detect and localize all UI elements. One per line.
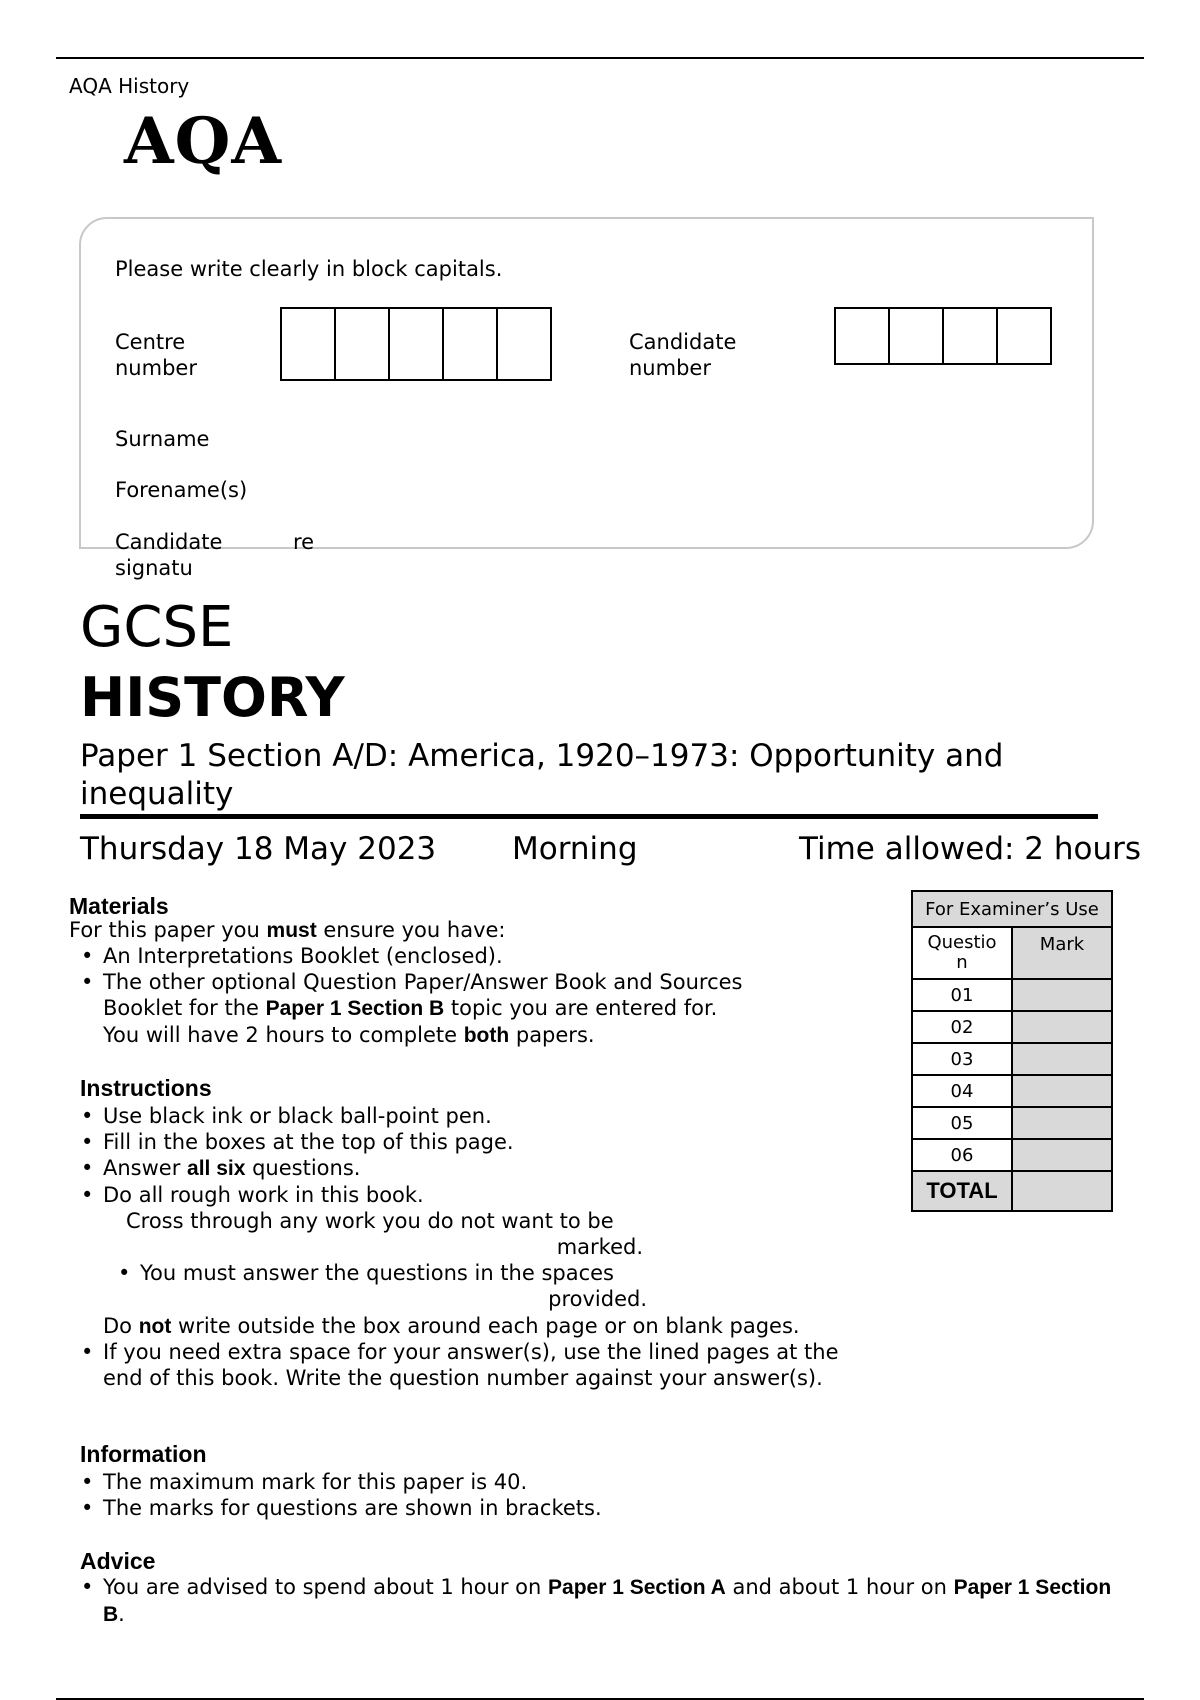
table-row (912, 1139, 1112, 1171)
mark-cell[interactable] (1012, 1139, 1112, 1171)
title-divider (80, 814, 1098, 819)
signature-label-fragment: re (293, 530, 315, 554)
exam-date: Thursday 18 May 2023 (80, 831, 437, 867)
list-item: • If you need extra space for your answer(s), use the lined pages at the end of this book. Write the question number against your answer(s). (69, 1339, 849, 1391)
materials-list (69, 943, 829, 1049)
list-item: • Answer all six questions. (69, 1155, 889, 1182)
instructions-heading: Instructions (80, 1075, 212, 1101)
question-number: 01 (912, 979, 1012, 1011)
qualification-title: GCSE (80, 595, 234, 660)
mark-column-header: Mark (1012, 927, 1112, 979)
list-item: • Use black ink or black ball-point pen. (69, 1103, 889, 1129)
materials-heading: Materials (69, 893, 169, 919)
mark-cell[interactable] (1012, 979, 1112, 1011)
question-number: 03 (912, 1043, 1012, 1075)
block-capitals-instruction: Please write clearly in block capitals. (115, 257, 503, 281)
centre-digit-box[interactable] (388, 307, 444, 381)
question-column-header: Questio n (912, 927, 1012, 979)
table-row (912, 1075, 1112, 1107)
centre-digit-box[interactable] (496, 307, 552, 381)
advice-list (69, 1574, 1179, 1628)
question-number: 02 (912, 1011, 1012, 1043)
instruction-outside-box: Do not write outside the box around each page or on blank pages. (103, 1314, 800, 1338)
examiner-use-table (911, 890, 1113, 1212)
list-item: • The marks for questions are shown in brackets. (69, 1495, 869, 1521)
subject-title: HISTORY (80, 666, 345, 729)
aqa-logo: AQA (124, 104, 283, 179)
examiner-table-title: For Examiner’s Use (912, 891, 1112, 927)
mark-cell[interactable] (1012, 1075, 1112, 1107)
signature-label-continued: signatu (115, 556, 193, 580)
question-number: 05 (912, 1107, 1012, 1139)
centre-number-label: Centre number (115, 330, 197, 380)
table-row (912, 1043, 1112, 1075)
total-mark-cell[interactable] (1012, 1171, 1112, 1211)
surname-label: Surname (115, 427, 210, 451)
list-item: • The maximum mark for this paper is 40. (69, 1469, 869, 1495)
list-item: • Fill in the boxes at the top of this page. (69, 1129, 889, 1155)
exam-session: Morning (512, 831, 638, 867)
centre-digit-box[interactable] (334, 307, 390, 381)
table-row (912, 1107, 1112, 1139)
list-item: • You are advised to spend about 1 hour on Paper 1 Section A and about 1 hour on Paper 1 Section B. (69, 1574, 1179, 1628)
paper-title: Paper 1 Section A/D: America, 1920–1973: Opportunity and inequality (80, 738, 1004, 812)
mark-cell[interactable] (1012, 1043, 1112, 1075)
information-list (69, 1469, 869, 1521)
candidate-number-label: Candidate number (629, 330, 737, 380)
time-allowed: Time allowed: 2 hours (799, 831, 1142, 867)
candidate-digit-box[interactable] (888, 307, 944, 365)
mark-cell[interactable] (1012, 1107, 1112, 1139)
candidate-digit-box[interactable] (834, 307, 890, 365)
question-number: 06 (912, 1139, 1012, 1171)
instructions-list-extra (69, 1339, 849, 1391)
list-item: • An Interpretations Booklet (enclosed). (69, 943, 829, 969)
information-heading: Information (80, 1441, 207, 1467)
question-number: 04 (912, 1075, 1012, 1107)
header-label: AQA History (69, 74, 190, 98)
list-item: • Do all rough work in this book. (69, 1182, 889, 1208)
instructions-sublist (106, 1260, 647, 1312)
signature-label: Candidate (115, 530, 223, 554)
candidate-digit-box[interactable] (996, 307, 1052, 365)
materials-intro: For this paper you must ensure you have: (69, 918, 506, 942)
candidate-digit-box[interactable] (942, 307, 998, 365)
top-rule (56, 57, 1144, 59)
instruction-continuation: Cross through any work you do not want to be marked. (126, 1209, 643, 1259)
centre-number-boxes (280, 307, 552, 381)
centre-digit-box[interactable] (280, 307, 336, 381)
advice-heading: Advice (80, 1548, 156, 1574)
table-row (912, 1171, 1112, 1211)
total-label: TOTAL (912, 1171, 1012, 1211)
list-item: • You must answer the questions in the spaces provided. (106, 1260, 647, 1312)
list-item: • The other optional Question Paper/Answer Book and Sources Booklet for the Paper 1 Section B topic you are entered for. You will have 2 hours to complete both papers. (69, 969, 803, 1049)
centre-digit-box[interactable] (442, 307, 498, 381)
table-row (912, 1011, 1112, 1043)
candidate-number-boxes (834, 307, 1052, 365)
table-row (912, 979, 1112, 1011)
instructions-list (69, 1103, 889, 1208)
mark-cell[interactable] (1012, 1011, 1112, 1043)
forename-label: Forename(s) (115, 478, 248, 502)
